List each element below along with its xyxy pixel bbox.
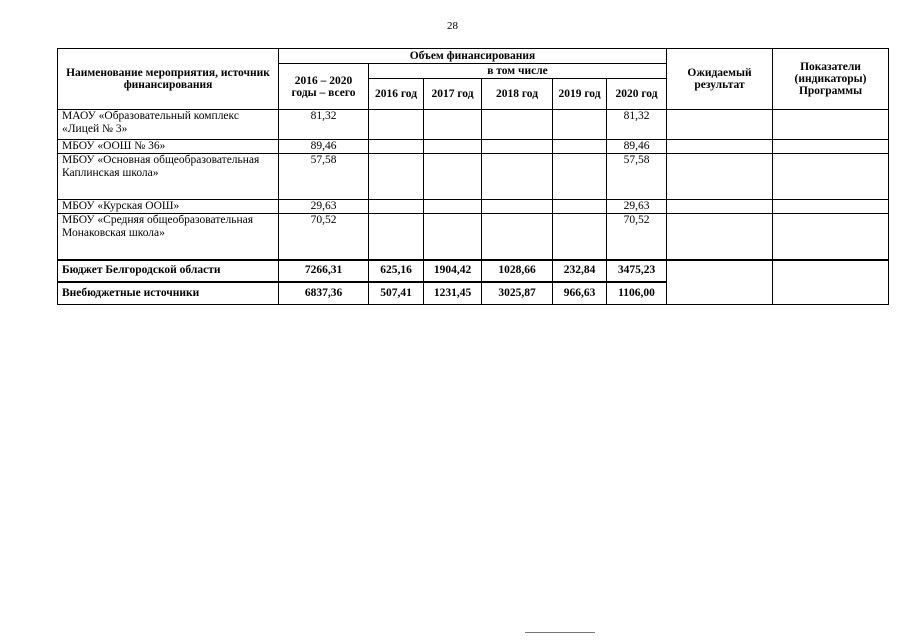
summary-2020: 3475,23	[607, 260, 667, 282]
row-2019	[553, 154, 607, 200]
row-total: 70,52	[279, 214, 369, 260]
row-total: 57,58	[279, 154, 369, 200]
row-2016	[369, 154, 424, 200]
row-total: 29,63	[279, 200, 369, 214]
row-indicators	[773, 214, 889, 260]
summary-total: 6837,36	[279, 282, 369, 305]
row-2020: 57,58	[607, 154, 667, 200]
row-2017	[424, 154, 482, 200]
row-2017	[424, 110, 482, 140]
table-row	[58, 110, 889, 140]
row-2016	[369, 200, 424, 214]
row-2020: 70,52	[607, 214, 667, 260]
row-2018	[482, 200, 553, 214]
table-row	[58, 154, 889, 200]
row-2019	[553, 200, 607, 214]
row-2018	[482, 214, 553, 260]
row-name: МБОУ «Курская ООШ»	[58, 200, 279, 214]
header-name-column: Наименование мероприятия, источник финансирования	[58, 49, 279, 110]
row-2020: 89,46	[607, 140, 667, 154]
row-total: 89,46	[279, 140, 369, 154]
summary-2018: 1028,66	[482, 260, 553, 282]
header-year-2016: 2016 год	[369, 79, 424, 110]
summary-name: Внебюджетные источники	[58, 282, 279, 305]
row-2016	[369, 140, 424, 154]
row-name: МБОУ «Средняя общеобразовательная Монаковская школа»	[58, 214, 279, 260]
header-year-2020: 2020 год	[607, 79, 667, 110]
summary-2017: 1231,45	[424, 282, 482, 305]
summary-2019: 966,63	[553, 282, 607, 305]
financing-table	[57, 48, 889, 305]
summary-2016: 507,41	[369, 282, 424, 305]
header-funding-volume: Объем финансирования	[279, 49, 667, 64]
row-total: 81,32	[279, 110, 369, 140]
row-indicators	[773, 140, 889, 154]
summary-2019: 232,84	[553, 260, 607, 282]
table-row	[58, 140, 889, 154]
scan-mark	[525, 632, 595, 633]
row-name: МАОУ «Образовательный комплекс «Лицей № 3»	[58, 110, 279, 140]
header-expected-result: Ожидаемый результат	[667, 49, 773, 110]
row-indicators	[773, 200, 889, 214]
summary-name: Бюджет Белгородской области	[58, 260, 279, 282]
row-2016	[369, 110, 424, 140]
row-2019	[553, 110, 607, 140]
summary-indicators	[773, 260, 889, 305]
row-2017	[424, 200, 482, 214]
row-2017	[424, 140, 482, 154]
row-2020: 29,63	[607, 200, 667, 214]
table-row	[58, 200, 889, 214]
header-year-2017: 2017 год	[424, 79, 482, 110]
row-result	[667, 110, 773, 140]
summary-row	[58, 260, 889, 282]
row-indicators	[773, 110, 889, 140]
row-name: МБОУ «Основная общеобразовательная Каплинская школа»	[58, 154, 279, 200]
row-2018	[482, 140, 553, 154]
row-2017	[424, 214, 482, 260]
header-year-2019: 2019 год	[553, 79, 607, 110]
summary-result	[667, 260, 773, 305]
row-2019	[553, 140, 607, 154]
summary-2018: 3025,87	[482, 282, 553, 305]
header-including: в том числе	[369, 64, 667, 79]
row-result	[667, 140, 773, 154]
summary-total: 7266,31	[279, 260, 369, 282]
page-number: 28	[447, 20, 458, 32]
row-result	[667, 214, 773, 260]
summary-2020: 1106,00	[607, 282, 667, 305]
row-indicators	[773, 154, 889, 200]
table-row	[58, 214, 889, 260]
row-2018	[482, 110, 553, 140]
header-indicators: Показатели (индикаторы) Программы	[773, 49, 889, 110]
header-year-2018: 2018 год	[482, 79, 553, 110]
header-total: 2016 – 2020 годы – всего	[279, 64, 369, 110]
summary-2017: 1904,42	[424, 260, 482, 282]
row-2016	[369, 214, 424, 260]
row-2018	[482, 154, 553, 200]
row-result	[667, 200, 773, 214]
row-2020: 81,32	[607, 110, 667, 140]
row-2019	[553, 214, 607, 260]
row-name: МБОУ «ООШ № 36»	[58, 140, 279, 154]
row-result	[667, 154, 773, 200]
summary-2016: 625,16	[369, 260, 424, 282]
